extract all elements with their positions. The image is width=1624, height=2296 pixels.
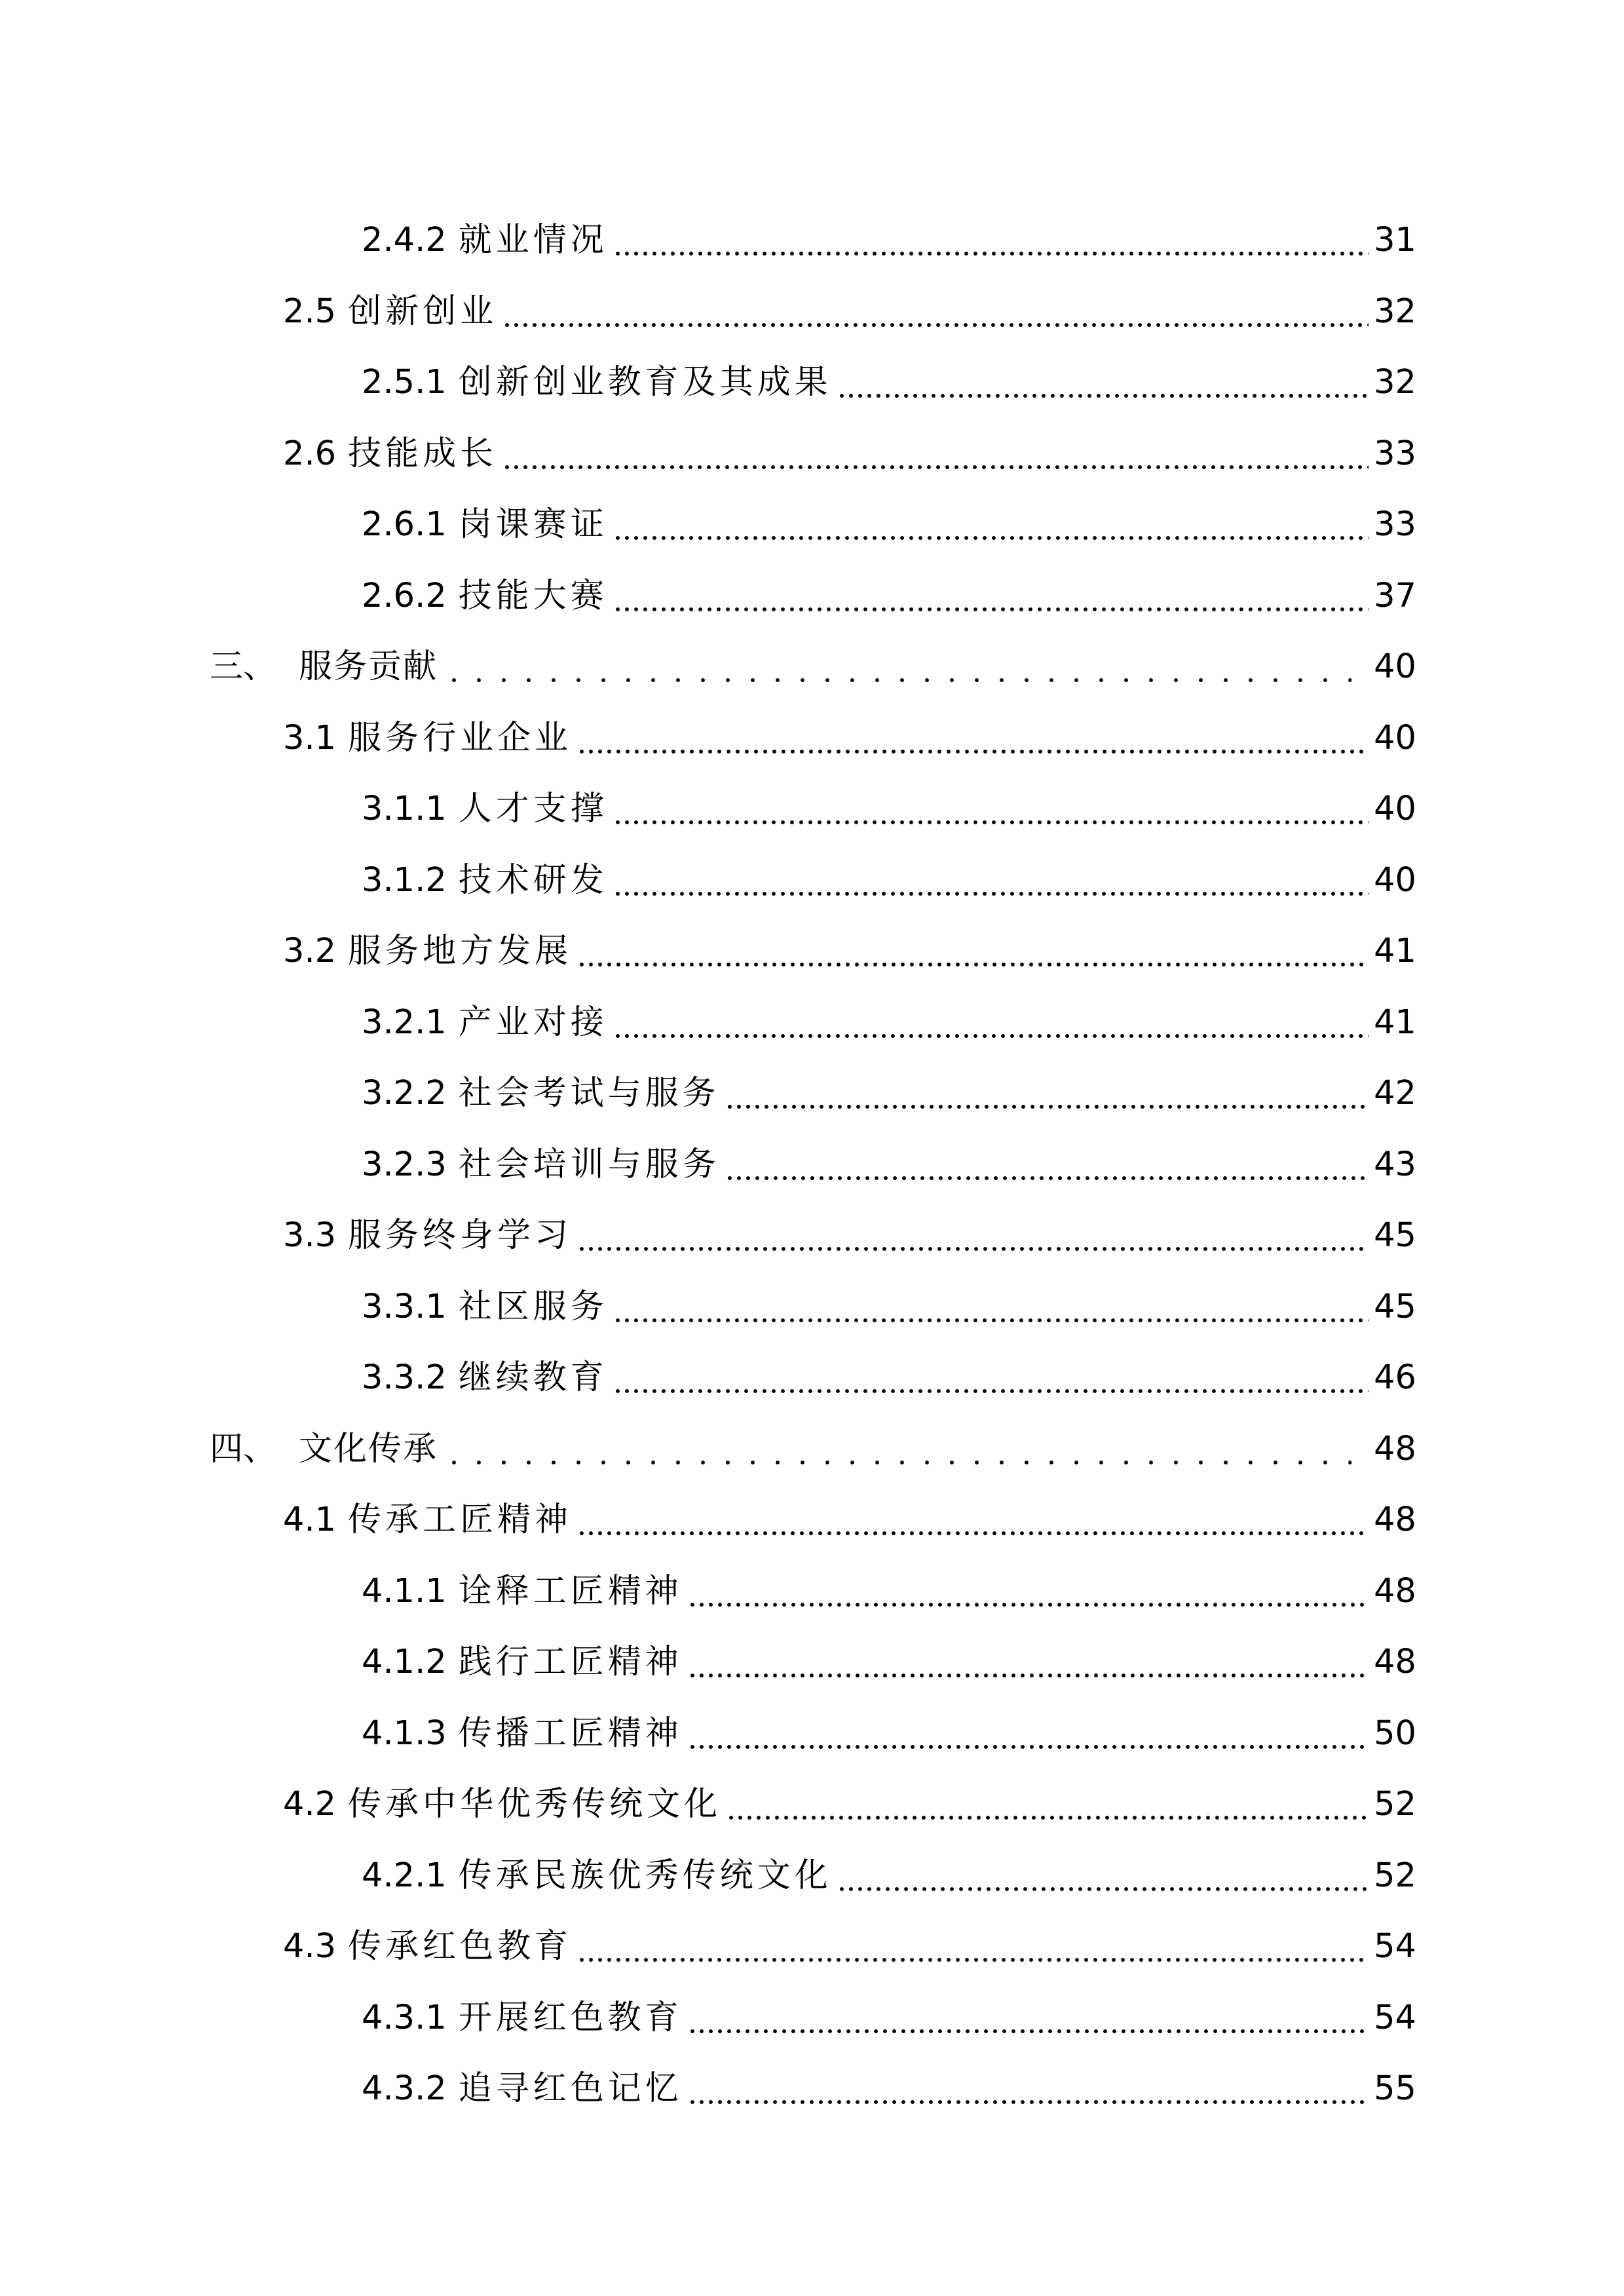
toc-entry-number: 4.3.1 [362,1999,447,2037]
toc-entry[interactable] [362,1979,1416,2038]
toc-entry-title: 文化传承 [299,1430,438,1468]
toc-entry-number: 4.1 [283,1501,337,1539]
toc-entry-title: 开展红色教育 [458,1999,683,2037]
toc-entry[interactable] [362,1268,1416,1327]
dot-leader [577,932,1369,971]
toc-entry[interactable] [283,273,1416,332]
dot-leader [688,1999,1369,2038]
toc-entry-page-number: 43 [1374,1145,1416,1184]
toc-entry-page-number: 52 [1374,1856,1416,1895]
toc-entry-page-number: 37 [1374,577,1416,615]
toc-entry-page-number: 54 [1374,1999,1416,2037]
toc-entry-number: 3.1.1 [362,790,447,828]
dot-leader [502,434,1369,474]
toc-entry[interactable] [362,343,1416,402]
dot-leader [442,647,1351,687]
dot-leader [837,1856,1369,1896]
toc-entry-number: 2.6.2 [362,577,447,615]
dot-leader [613,577,1369,616]
toc-entry-title: 社会培训与服务 [458,1145,720,1184]
toc-entry-number: 4.3.2 [362,2069,447,2108]
toc-entry[interactable] [362,201,1416,260]
toc-entry-page-number: 50 [1374,1714,1416,1753]
toc-entry-page-number: 48 [1374,1643,1416,1681]
toc-entry[interactable] [283,1481,1416,1540]
toc-entry[interactable] [362,1837,1416,1896]
toc-entry-title: 传承民族优秀传统文化 [458,1856,832,1895]
toc-entry-page-number: 52 [1374,1785,1416,1824]
toc-entry-number: 4.2 [283,1785,337,1824]
toc-entry-title: 创新创业教育及其成果 [458,363,832,402]
toc-entry-page-number: 42 [1374,1074,1416,1113]
toc-entry-number: 3.1 [283,719,337,757]
toc-entry-title: 继续教育 [458,1358,608,1397]
toc-entry[interactable] [362,486,1416,545]
dot-leader [442,1430,1351,1469]
toc-entry-page-number: 55 [1374,2069,1416,2108]
toc-entry-page-number: 41 [1374,1003,1416,1042]
toc-entry-title: 岗课赛证 [458,505,608,544]
toc-entry-number: 4.1.2 [362,1643,447,1681]
toc-entry[interactable] [283,1765,1416,1824]
toc-entry-title: 诠释工匠精神 [458,1572,683,1611]
dot-leader [837,363,1369,402]
toc-entry-page-number: 40 [1374,790,1416,828]
toc-entry-title: 传承红色教育 [348,1927,573,1966]
toc-entry-number: 2.5 [283,292,337,331]
toc-entry-title: 创新创业 [348,292,498,331]
toc-entry[interactable] [283,415,1416,474]
toc-entry-title: 社会考试与服务 [458,1074,720,1113]
toc-entry-title: 传承中华优秀传统文化 [348,1785,722,1824]
toc-entry-page-number: 40 [1374,647,1416,686]
toc-entry-title: 传承工匠精神 [348,1501,573,1539]
dot-leader [577,1501,1369,1540]
toc-entry-page-number: 46 [1374,1358,1416,1397]
toc-entry-title: 社区服务 [458,1288,608,1326]
toc-entry[interactable] [210,1410,1416,1469]
dot-leader [502,292,1369,332]
toc-entry-page-number: 40 [1374,719,1416,757]
toc-entry-page-number: 45 [1374,1288,1416,1326]
dot-leader [613,1358,1369,1398]
toc-entry-number: 3.2.3 [362,1145,447,1184]
dot-leader [613,1288,1369,1327]
dot-leader [577,719,1369,758]
dot-leader [688,2069,1369,2109]
toc-entry[interactable] [283,1196,1416,1255]
toc-entry-number: 3.2 [283,932,337,970]
toc-entry-number: 3.2.1 [362,1003,447,1042]
toc-entry-number: 三、 [210,647,277,686]
toc-entry-number: 2.5.1 [362,363,447,402]
toc-entry-number: 4.1.1 [362,1572,447,1611]
toc-entry[interactable] [362,1623,1416,1682]
toc-entry-number: 3.3.1 [362,1288,447,1326]
toc-entry-number: 3.2.2 [362,1074,447,1113]
toc-entry[interactable] [210,628,1416,687]
toc-entry[interactable] [362,984,1416,1043]
toc-entry[interactable] [362,770,1416,829]
toc-entry-number: 4.1.3 [362,1714,447,1753]
toc-entry-number: 2.6 [283,434,337,473]
toc-entry-title: 服务行业企业 [348,719,573,757]
dot-leader [727,1785,1369,1824]
toc-entry-title: 服务贡献 [299,647,438,686]
toc-entry-page-number: 31 [1374,221,1416,259]
toc-entry-title: 服务地方发展 [348,932,573,970]
toc-entry-number: 4.3 [283,1927,337,1966]
dot-leader [613,861,1369,900]
toc-entry-page-number: 48 [1374,1501,1416,1539]
toc-entry[interactable] [362,1054,1416,1113]
toc-entry-number: 2.6.1 [362,505,447,544]
toc-entry[interactable] [362,557,1416,616]
toc-entry-title: 技能成长 [348,434,498,473]
toc-entry-title: 就业情况 [458,221,608,259]
toc-entry[interactable] [362,1126,1416,1185]
toc-entry-page-number: 54 [1374,1927,1416,1966]
toc-entry-page-number: 32 [1374,363,1416,402]
dot-leader [577,1927,1369,1966]
toc-entry-number: 2.4.2 [362,221,447,259]
toc-entry[interactable] [362,1694,1416,1753]
toc-entry-title: 践行工匠精神 [458,1643,683,1681]
toc-entry-title: 产业对接 [458,1003,608,1042]
dot-leader [577,1216,1369,1255]
dot-leader [613,1003,1369,1043]
toc-entry-title: 传播工匠精神 [458,1714,683,1753]
toc-entry[interactable] [283,699,1416,758]
toc-entry-page-number: 45 [1374,1216,1416,1255]
dot-leader [725,1145,1369,1185]
toc-entry-number: 3.1.2 [362,861,447,900]
dot-leader [688,1572,1369,1611]
toc-entry-page-number: 40 [1374,861,1416,900]
dot-leader [613,790,1369,829]
toc-entry-page-number: 32 [1374,292,1416,331]
toc-entry-number: 4.2.1 [362,1856,447,1895]
toc-entry-page-number: 41 [1374,932,1416,970]
toc-entry-title: 人才支撑 [458,790,608,828]
toc-entry[interactable] [362,2050,1416,2109]
toc-entry-title: 技术研发 [458,861,608,900]
toc-entry[interactable] [362,841,1416,900]
dot-leader [688,1643,1369,1682]
toc-entry-number: 3.3.2 [362,1358,447,1397]
dot-leader [613,505,1369,545]
toc-entry-page-number: 48 [1374,1430,1416,1468]
toc-entry-title: 追寻红色记忆 [458,2069,683,2108]
toc-entry[interactable] [283,1907,1416,1966]
toc-entry[interactable] [283,912,1416,971]
toc-entry-page-number: 33 [1374,434,1416,473]
toc-entry-number: 3.3 [283,1216,337,1255]
dot-leader [613,221,1369,260]
toc-entry[interactable] [362,1552,1416,1611]
dot-leader [688,1714,1369,1753]
toc-entry-title: 技能大赛 [458,577,608,615]
toc-entry[interactable] [362,1339,1416,1398]
toc-entry-page-number: 48 [1374,1572,1416,1611]
toc-entry-number: 四、 [210,1430,277,1468]
dot-leader [725,1074,1369,1113]
toc-entry-title: 服务终身学习 [348,1216,573,1255]
toc-entry-page-number: 33 [1374,505,1416,544]
